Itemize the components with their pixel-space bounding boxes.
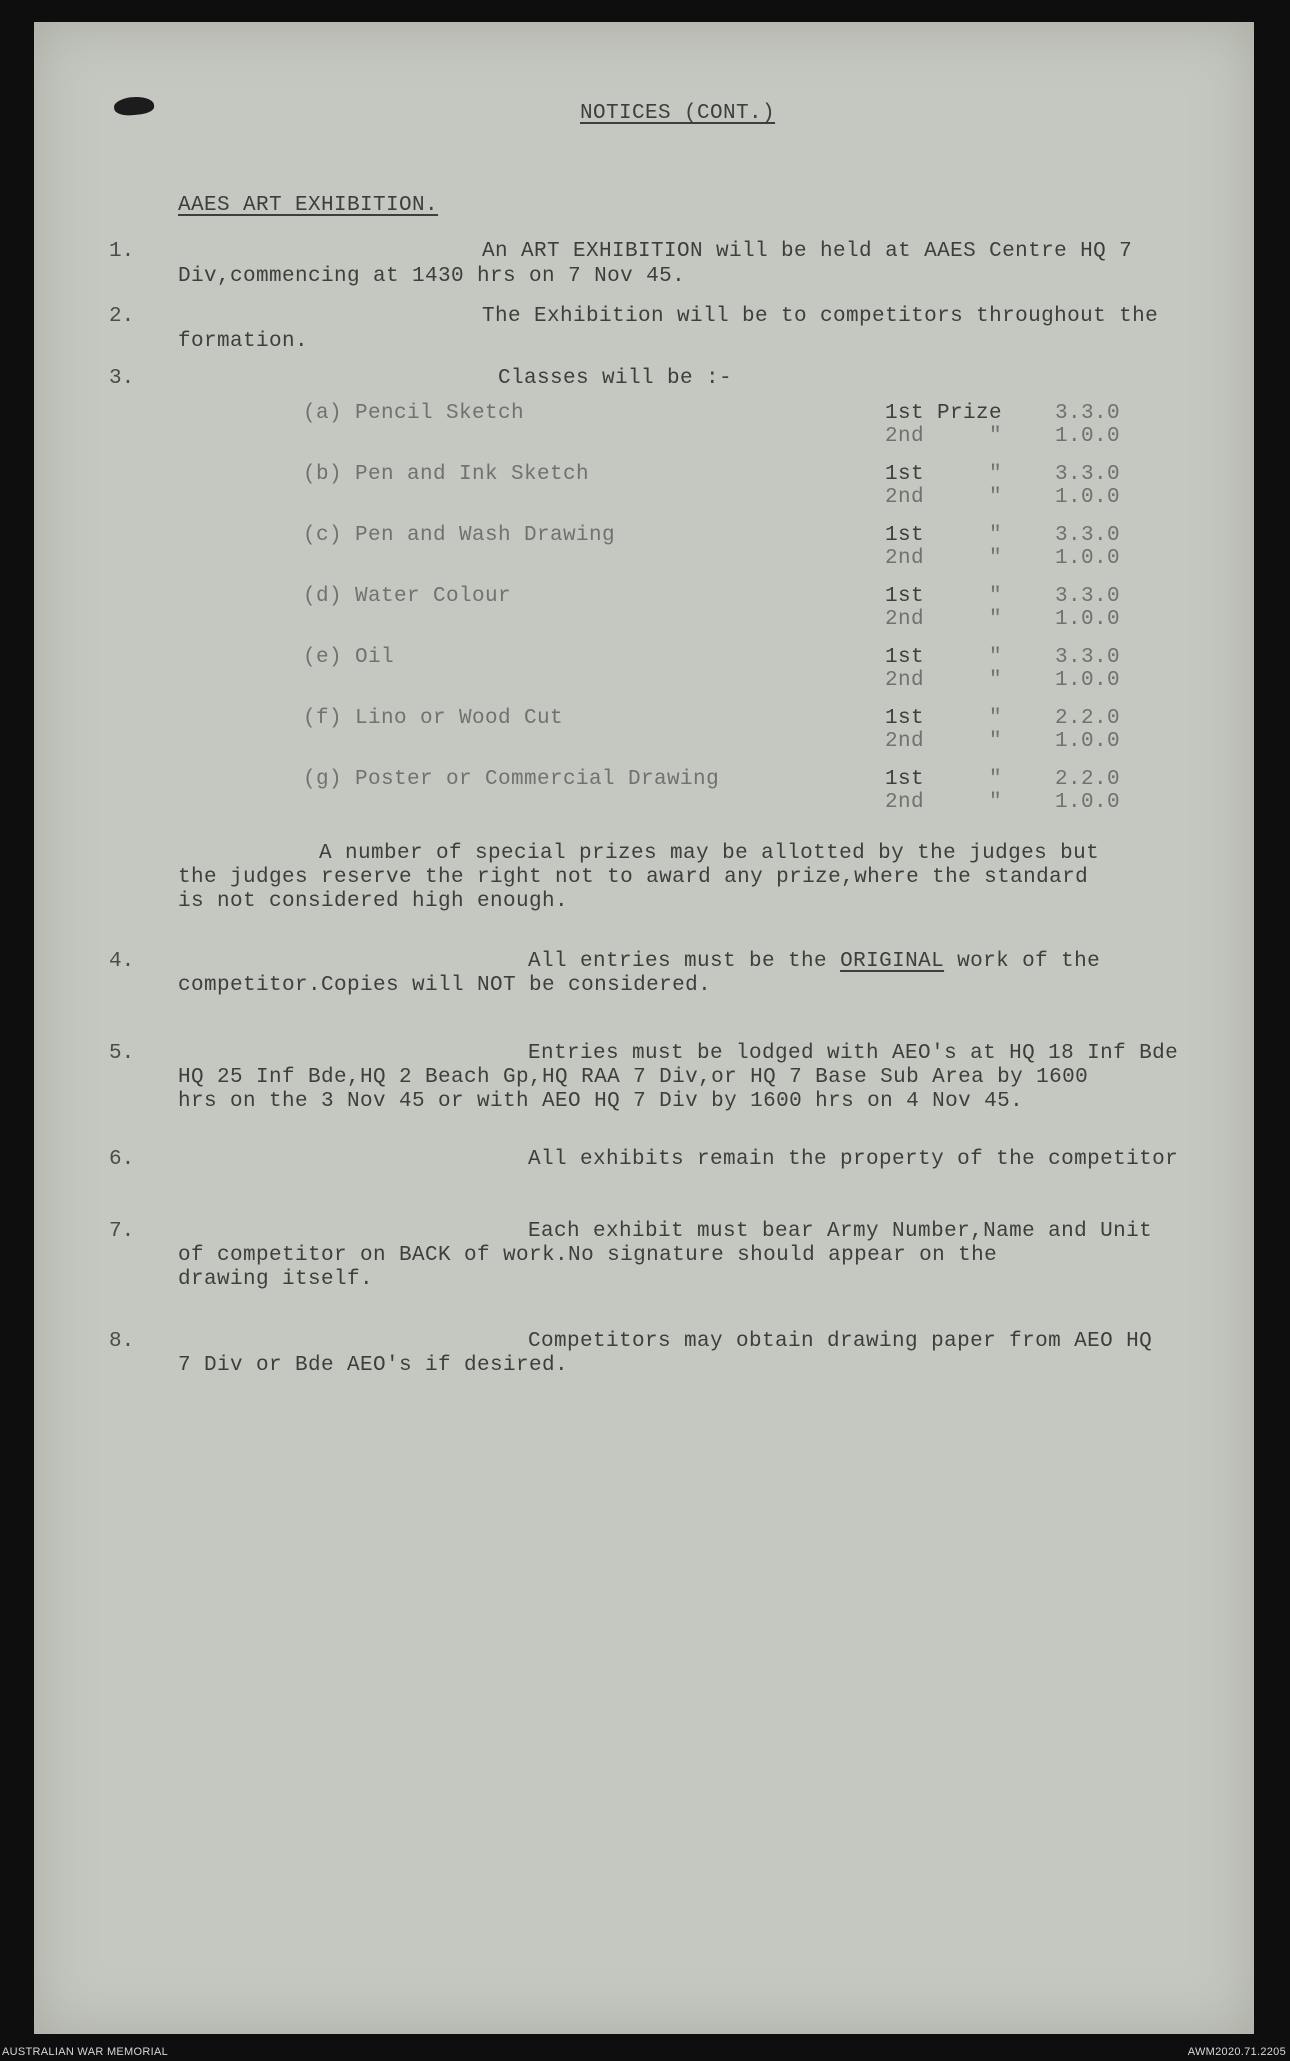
special-prizes-line-2: the judges reserve the right not to award any prize,where the standard xyxy=(178,866,1089,889)
paragraph-number-1: 1. xyxy=(109,240,135,263)
paragraph-1-line-2: Div,commencing at 1430 hrs on 7 Nov 45. xyxy=(178,265,686,288)
class-label: (c) Pen and Wash Drawing xyxy=(303,524,616,547)
second-prize-amount: 1.0.0 xyxy=(1055,425,1121,448)
paragraph-5-line-2: HQ 25 Inf Bde,HQ 2 Beach Gp,HQ RAA 7 Div,or HQ 7 Base Sub Area by 1600 xyxy=(178,1066,1089,1089)
ditto-mark: " xyxy=(989,791,1003,814)
paragraph-number-3: 3. xyxy=(109,367,135,390)
first-prize-amount: 3.3.0 xyxy=(1055,524,1121,547)
second-prize-label: 2nd xyxy=(885,425,925,448)
paragraph-2-line-1: The Exhibition will be to competitors throughout the xyxy=(482,305,1159,328)
special-prizes-line-1: A number of special prizes may be allotted by the judges but xyxy=(319,842,1100,865)
first-prize-amount: 2.2.0 xyxy=(1055,707,1121,730)
paragraph-number-4: 4. xyxy=(109,950,135,973)
first-prize-amount: 3.3.0 xyxy=(1055,402,1121,425)
first-prize-amount: 3.3.0 xyxy=(1055,646,1121,669)
paragraph-5-line-3: hrs on the 3 Nov 45 or with AEO HQ 7 Div by 1600 hrs on 4 Nov 45. xyxy=(178,1090,1024,1113)
second-prize-amount: 1.0.0 xyxy=(1055,791,1121,814)
second-prize-amount: 1.0.0 xyxy=(1055,669,1121,692)
ditto-mark: " xyxy=(989,646,1003,669)
second-prize-label: 2nd xyxy=(885,486,925,509)
paragraph-number-8: 8. xyxy=(109,1330,135,1353)
first-prize-amount: 3.3.0 xyxy=(1055,585,1121,608)
ditto-mark: " xyxy=(989,608,1003,631)
second-prize-label: 2nd xyxy=(885,669,925,692)
first-prize-label: 1st xyxy=(885,585,925,608)
first-prize-label: 1st Prize xyxy=(885,402,1003,425)
ditto-mark: " xyxy=(989,585,1003,608)
paragraph-7-line-1: Each exhibit must bear Army Number,Name and Unit xyxy=(528,1220,1153,1243)
special-prizes-line-3: is not considered high enough. xyxy=(178,890,569,913)
class-label: (a) Pencil Sketch xyxy=(303,402,525,425)
classes-intro: Classes will be :- xyxy=(498,367,733,390)
paragraph-4-line-2: competitor.Copies will NOT be considered. xyxy=(178,974,712,997)
ditto-mark: " xyxy=(989,463,1003,486)
paragraph-number-7: 7. xyxy=(109,1220,135,1243)
paragraph-7-line-2: of competitor on BACK of work.No signature should appear on the xyxy=(178,1244,998,1267)
paragraph-number-6: 6. xyxy=(109,1148,135,1171)
paragraph-8-line-1: Competitors may obtain drawing paper from AEO HQ xyxy=(528,1330,1153,1353)
paragraph-2-line-2: formation. xyxy=(178,330,309,353)
class-label: (g) Poster or Commercial Drawing xyxy=(303,768,720,791)
first-prize-label: 1st xyxy=(885,768,925,791)
ditto-mark: " xyxy=(989,486,1003,509)
paragraph-4-line-1 xyxy=(528,950,1100,973)
second-prize-amount: 1.0.0 xyxy=(1055,547,1121,570)
ditto-mark: " xyxy=(989,768,1003,791)
paragraph-6-line-1: All exhibits remain the property of the competitor xyxy=(528,1148,1179,1171)
paragraph-1-line-1: An ART EXHIBITION will be held at AAES Centre HQ 7 xyxy=(482,240,1133,263)
footer-institution: AUSTRALIAN WAR MEMORIAL xyxy=(2,2046,169,2058)
paragraph-number-5: 5. xyxy=(109,1042,135,1065)
ditto-mark: " xyxy=(989,707,1003,730)
second-prize-amount: 1.0.0 xyxy=(1055,608,1121,631)
second-prize-label: 2nd xyxy=(885,547,925,570)
first-prize-label: 1st xyxy=(885,646,925,669)
document-page xyxy=(34,22,1254,2034)
first-prize-amount: 3.3.0 xyxy=(1055,463,1121,486)
paragraph-5-line-1: Entries must be lodged with AEO's at HQ 18 Inf Bde xyxy=(528,1042,1179,1065)
ditto-mark: " xyxy=(989,524,1003,547)
paragraph-4-line-1-end: work of the xyxy=(944,950,1101,973)
class-label: (f) Lino or Wood Cut xyxy=(303,707,564,730)
ink-blot xyxy=(113,95,155,117)
ditto-mark: " xyxy=(989,730,1003,753)
class-label: (b) Pen and Ink Sketch xyxy=(303,463,590,486)
first-prize-label: 1st xyxy=(885,707,925,730)
second-prize-amount: 1.0.0 xyxy=(1055,486,1121,509)
second-prize-label: 2nd xyxy=(885,791,925,814)
first-prize-label: 1st xyxy=(885,524,925,547)
first-prize-label: 1st xyxy=(885,463,925,486)
second-prize-label: 2nd xyxy=(885,608,925,631)
class-label: (d) Water Colour xyxy=(303,585,512,608)
paragraph-7-line-3: drawing itself. xyxy=(178,1268,374,1291)
original-emphasis: ORIGINAL xyxy=(840,950,945,973)
ditto-mark: " xyxy=(989,547,1003,570)
class-label: (e) Oil xyxy=(303,646,395,669)
ditto-mark: " xyxy=(989,669,1003,692)
paragraph-number-2: 2. xyxy=(109,305,135,328)
second-prize-label: 2nd xyxy=(885,730,925,753)
first-prize-amount: 2.2.0 xyxy=(1055,768,1121,791)
ditto-mark: " xyxy=(989,425,1003,448)
footer-catalogue-number: AWM2020.71.2205 xyxy=(1187,2046,1286,2058)
paragraph-8-line-2: 7 Div or Bde AEO's if desired. xyxy=(178,1354,569,1377)
section-title: AAES ART EXHIBITION. xyxy=(178,194,439,217)
paragraph-4-line-1-start: All entries must be the xyxy=(528,950,841,973)
second-prize-amount: 1.0.0 xyxy=(1055,730,1121,753)
page-heading: NOTICES (CONT.) xyxy=(580,102,776,125)
